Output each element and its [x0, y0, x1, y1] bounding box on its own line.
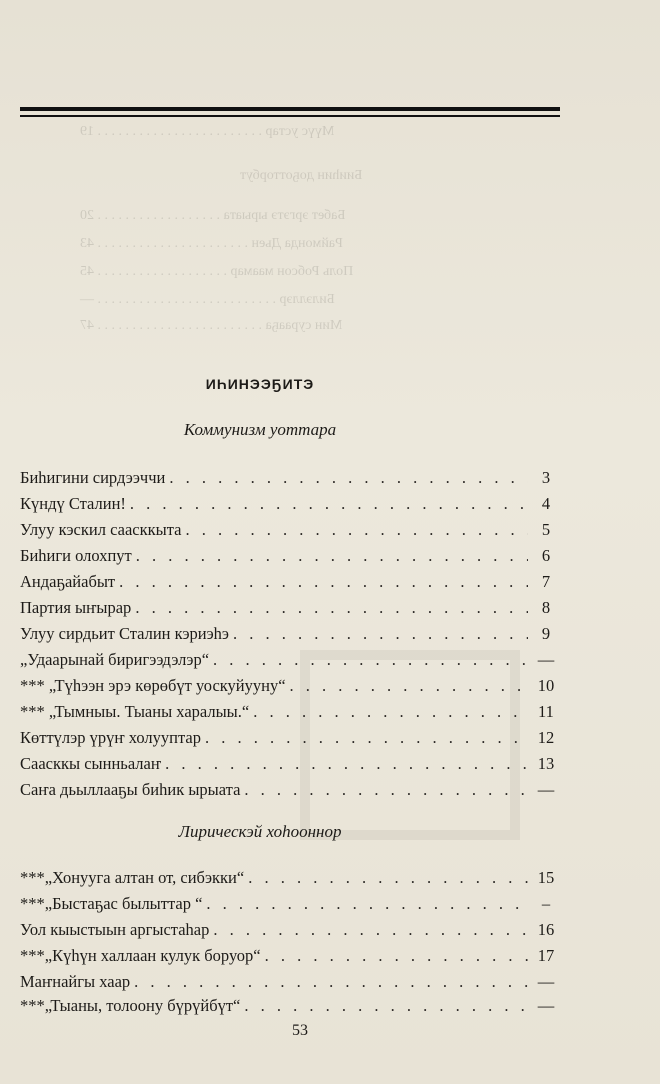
toc-entry-page: —: [537, 650, 555, 669]
toc-entry-page: 3: [541, 468, 551, 487]
toc-entry-title: Улуу сирдьит Сталин кэриэһэ: [20, 624, 230, 643]
toc-entry-page: 7: [541, 572, 551, 591]
toc-entry: [20, 780, 560, 804]
toc-leader-dots: [265, 946, 528, 966]
toc-leader-dots: [253, 702, 528, 722]
bleed-through-text: Билэллэр . . . . . . . . . . . . . . . . . . . . . . . . . . —: [80, 292, 335, 307]
toc-entry-title: Биһиги олохпут: [20, 546, 132, 565]
toc-entry-title: Улуу кэскил саасккыта: [20, 520, 182, 539]
toc-leader-dots: [213, 650, 528, 670]
toc-entry: [20, 546, 560, 570]
section-title-lyrical: Лирическэй хоһооннор: [178, 822, 342, 841]
toc-entry: [20, 468, 560, 492]
toc-entry-page: 6: [541, 546, 551, 565]
toc-entry-page: 17: [537, 946, 555, 965]
toc-entry-title: ***„Күһүн халлаан кулук боруор“: [20, 946, 261, 965]
toc-entry-page: 4: [541, 494, 551, 513]
toc-entry-title: Андаҕайабыт: [20, 572, 116, 591]
toc-entry: [20, 946, 560, 970]
toc-entry: [20, 702, 560, 726]
toc-leader-dots: [205, 728, 528, 748]
toc-entry: [20, 572, 560, 596]
toc-entry-title: Саҥа дьыллааҕы биһик ырыата: [20, 780, 241, 799]
toc-leader-dots: [134, 972, 528, 992]
toc-entry-title: ***„Тыаны, толоону бүрүйбүт“: [20, 996, 241, 1015]
toc-entry-title: ***„Хонууга алтан от, сибэкки“: [20, 868, 245, 887]
toc-entry-title: *** „Тымныы. Тыаны харалыы.“: [20, 702, 250, 721]
toc-leader-dots: [233, 624, 528, 644]
toc-entry-title: Көттүлэр үрүҥ холууптар: [20, 728, 201, 747]
toc-entry-title: Уол кыыстыын аргыстаһар: [20, 920, 210, 939]
bleed-through-text: Мүүс устар . . . . . . . . . . . . . . . . . . . . . . . . 19: [80, 124, 335, 139]
toc-entry: [20, 868, 560, 892]
toc-entry: [20, 650, 560, 674]
toc-entry: [20, 520, 560, 544]
toc-leader-dots: [185, 520, 528, 540]
toc-entry-page: 12: [537, 728, 555, 747]
toc-entry: [20, 728, 560, 752]
top-rule-thin: [20, 115, 560, 117]
toc-entry: [20, 920, 560, 944]
toc-entry-page: 5: [541, 520, 551, 539]
toc-entry-page: 16: [537, 920, 555, 939]
bleed-through-text: Бабет эргэтэ ырыата . . . . . . . . . . . . . . . . . . 20: [80, 208, 346, 223]
toc-entry-title: Күндү Сталин!: [20, 494, 126, 513]
toc-entry-title: Биһигини сирдээччи: [20, 468, 166, 487]
toc-entry: [20, 598, 560, 622]
toc-entry-title: ***„Быстаҕас былыттар “: [20, 894, 203, 913]
toc-entry-title: „Удаарынай биригээдэлэр“: [20, 650, 210, 669]
toc-leader-dots: [169, 468, 528, 488]
bleed-through-text: Мин сурааҕа . . . . . . . . . . . . . . . . . . . . . . . . 47: [80, 318, 343, 333]
toc-leader-dots: [244, 780, 528, 800]
toc-entry-page: 8: [541, 598, 551, 617]
top-rule-thick: [20, 107, 560, 111]
toc-entry: [20, 894, 560, 918]
toc-entry: [20, 972, 560, 996]
page-number: 53: [292, 1022, 308, 1039]
bleed-through-text: Бииһин доҕотторбут: [240, 168, 363, 183]
toc-entry-title: Саасккы сынньалаҥ: [20, 754, 162, 773]
toc-leader-dots: [206, 894, 528, 914]
section-title-communism: Коммунизм уоттара: [183, 420, 337, 439]
toc-entry-page: 9: [541, 624, 551, 643]
toc-entry: [20, 676, 560, 700]
toc-leader-dots: [135, 598, 528, 618]
toc-entry-page: 15: [537, 868, 555, 887]
bleed-through-text: Поль Робсон маамар . . . . . . . . . . . . . . . . . . . 45: [80, 264, 354, 279]
toc-entry: [20, 494, 560, 518]
toc-entry-title: Партия ыҥырар: [20, 598, 132, 617]
toc-entry-title: Маҥнайгы хаар: [20, 972, 131, 991]
toc-leader-dots: [244, 996, 528, 1016]
toc-leader-dots: [119, 572, 528, 592]
contents-heading: ИҺИНЭЭҔИТЭ: [205, 376, 315, 392]
toc-entry: [20, 996, 560, 1020]
toc-entry: [20, 754, 560, 778]
toc-entry-page: 11: [538, 702, 554, 721]
toc-entry-page: –: [541, 894, 551, 913]
toc-entry-page: 13: [537, 754, 555, 773]
toc-leader-dots: [213, 920, 528, 940]
toc-leader-dots: [290, 676, 528, 696]
bleed-through-text: Раймонда Дьен . . . . . . . . . . . . . . . . . . . . . . 43: [80, 236, 343, 251]
toc-entry-page: 10: [537, 676, 555, 695]
toc-leader-dots: [130, 494, 528, 514]
toc-entry-page: —: [537, 780, 555, 799]
toc-entry: [20, 624, 560, 648]
toc-entry-page: —: [537, 996, 555, 1015]
toc-leader-dots: [248, 868, 528, 888]
toc-entry-page: —: [537, 972, 555, 991]
toc-entry-title: *** „Түһээн эрэ көрөбүт уоскуйууну“: [20, 676, 286, 695]
toc-leader-dots: [136, 546, 528, 566]
toc-leader-dots: [165, 754, 528, 774]
